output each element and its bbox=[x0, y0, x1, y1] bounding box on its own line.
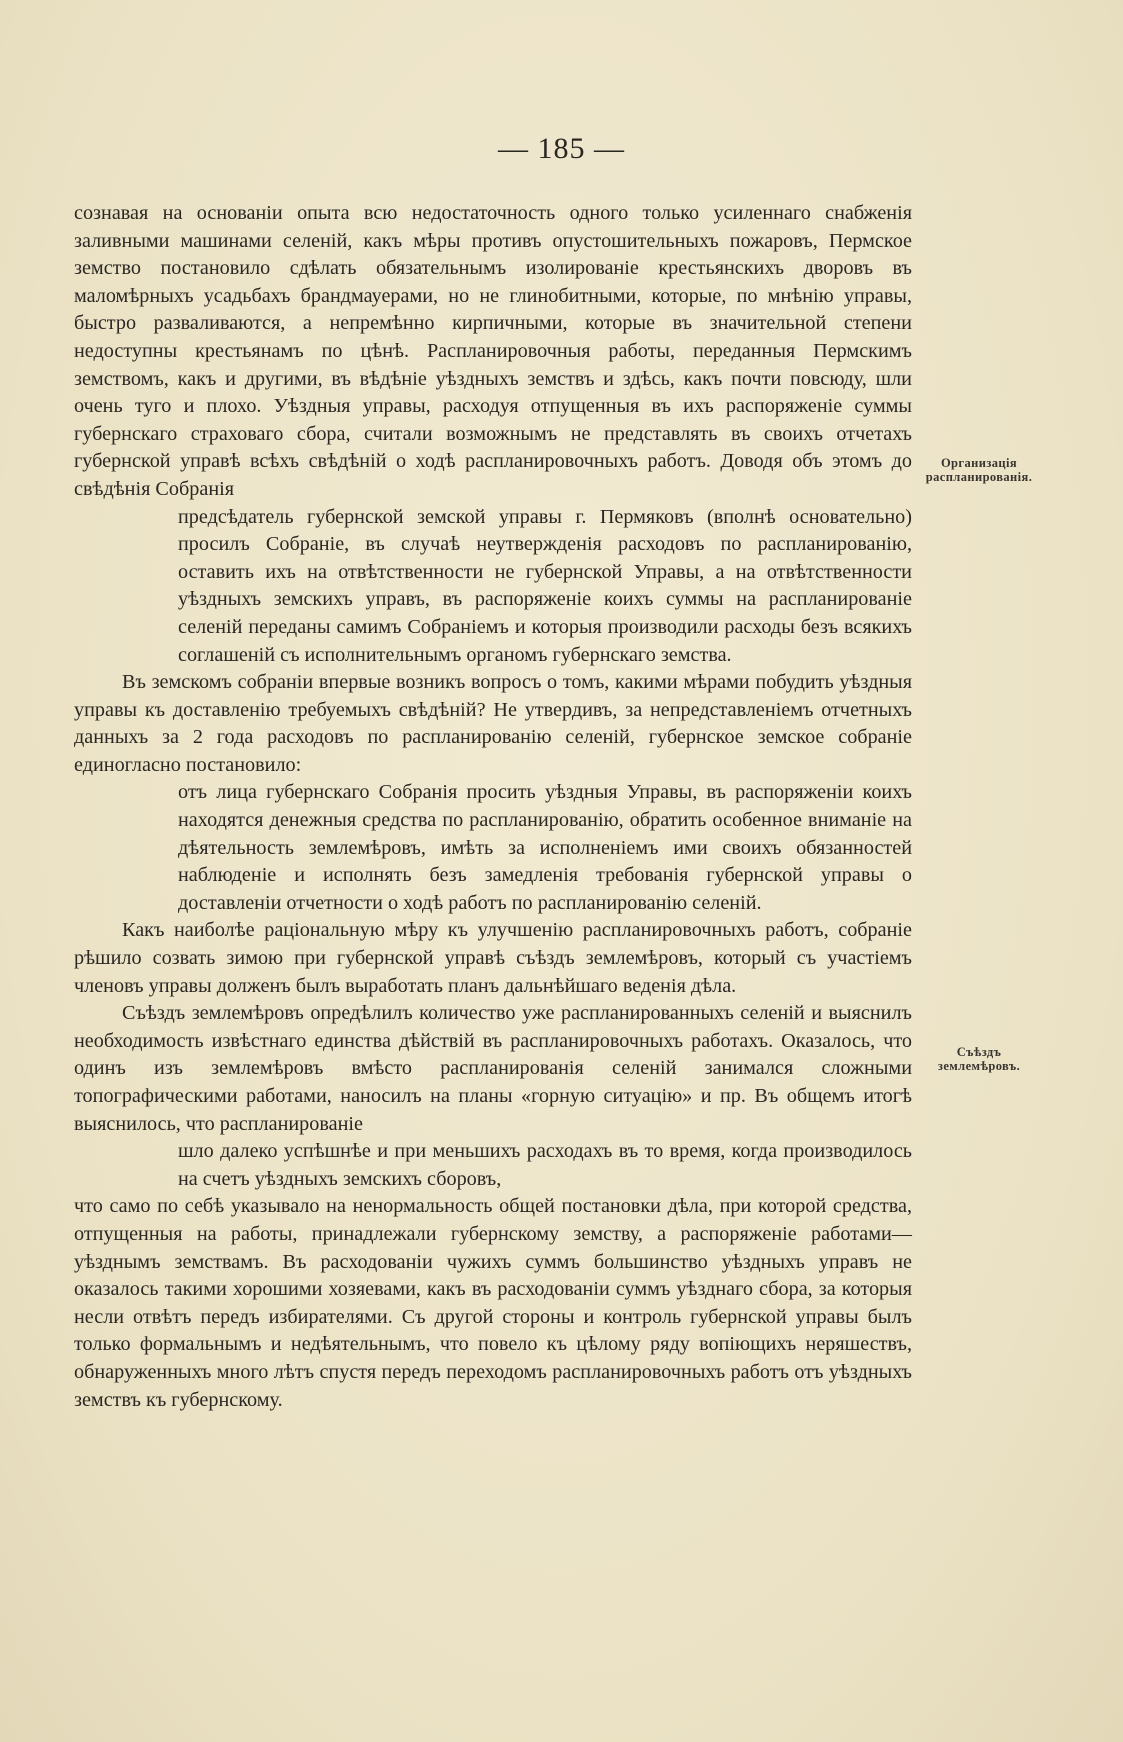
margin-note-surveyors-congress: Съѣздъ землемѣровъ. bbox=[937, 1045, 1021, 1073]
paragraph: Съѣздъ землемѣровъ опредѣлилъ количество уже распланированныхъ селеній и выяснилъ необходимость извѣстнаго единства дѣйствій въ распланировочныхъ работахъ. Оказалось, что одинъ изъ землемѣровъ вмѣсто распланированія селеній занимался сложными топографическими работами, наносилъ на планы «горную ситуацію» и пр. Въ общемъ итогѣ выяснилось, что распланированіе bbox=[74, 1002, 912, 1135]
paragraph: Въ земскомъ собраніи впервые возникъ вопросъ о томъ, какими мѣрами побудить уѣздныя управы къ доставленію требуемыхъ свѣдѣній? Не утвердивъ, за непредставленіемъ отчетныхъ данныхъ за 2 года расходовъ по распланированію селеній, губернское земское собраніе единогласно постановило: bbox=[74, 671, 912, 776]
page-number: — 185 — bbox=[498, 132, 625, 165]
quoted-paragraph: отъ лица губернскаго Собранія просить уѣздныя Управы, въ распоряженіи коихъ находятся денежныя средства по распланированію, обратить особенное вниманіе на дѣятельность землемѣровъ, имѣть за исполненіемъ ими своихъ обязанностей наблюденіе и исполнять безъ замедленія требованія губернской управы о доставленіи отчетности о ходѣ работъ по распланированію селеній. bbox=[178, 781, 912, 914]
paragraph: сознавая на основаніи опыта всю недостаточность одного только усиленнаго снабженія заливными машинами селеній, какъ мѣры противъ опустошительныхъ пожаровъ, Пермское земство постановило сдѣлать обязательнымъ изолированіе крестьянскихъ дворовъ въ маломѣрныхъ усадьбахъ брандмауерами, но не глинобитными, которые, по мнѣнію управы, быстро разваливаются, а непремѣнно кирпичными, которые въ значительной степени недоступны крестьянамъ по цѣнѣ. Распланировочныя работы, переданныя Пермскимъ земствомъ, какъ и другими, въ вѣдѣніе уѣздныхъ земствъ и здѣсь, какъ почти повсюду, шли очень туго и плохо. Уѣздныя управы, расходуя отпущенныя въ ихъ распоряженіе суммы губернскаго страховаго сбора, считали возможнымъ не представлять въ своихъ отчетахъ губернской управѣ всѣхъ свѣдѣній о ходѣ распланировочныхъ работъ. Доводя объ этомъ до свѣдѣнія Собранія bbox=[74, 202, 912, 500]
quoted-paragraph: шло далеко успѣшнѣе и при меньшихъ расходахъ въ то время, когда производилось на счетъ уѣздныхъ земскихъ сборовъ, bbox=[178, 1140, 912, 1190]
body-text bbox=[74, 200, 912, 1414]
paragraph: Какъ наиболѣе раціональную мѣру къ улучшенію распланировочныхъ работъ, собраніе рѣшило созвать зимою при губернской управѣ съѣздъ землемѣровъ, который съ участіемъ членовъ управы долженъ былъ выработать планъ дальнѣйшаго веденія дѣла. bbox=[74, 919, 912, 997]
paragraph: что само по себѣ указывало на ненормальность общей постановки дѣла, при которой средства, отпущенныя на работы, принадлежали губернскому земству, а распоряженіе работами—уѣзднымъ земствамъ. Въ расходованіи чужихъ суммъ большинство уѣздныхъ управъ не оказалось такими хорошими хозяевами, какъ въ расходованіи суммъ уѣзднаго сбора, за которыя несли отвѣтъ передъ избирателями. Съ другой стороны и контроль губернской управы былъ только формальнымъ и недѣятельнымъ, что повело къ цѣлому ряду вопіющихъ неряшествъ, обнаруженныхъ много лѣтъ спустя передъ переходомъ распланировочныхъ работъ отъ уѣздныхъ земствъ къ губернскому. bbox=[74, 1195, 912, 1411]
margin-note-organization: Организація распланированія. bbox=[925, 456, 1033, 484]
quoted-paragraph: предсѣдатель губернской земской управы г. Пермяковъ (вполнѣ основательно) просилъ Собраніе, въ случаѣ неутвержденія расходовъ по распланированію, оставить ихъ на отвѣтственности не губернской Управы, а на отвѣтственности уѣздныхъ земскихъ управъ, въ распоряженіе коихъ суммы на распланированіе селеній переданы самимъ Собраніемъ и которыя производили расходы безъ всякихъ соглашеній съ исполнительнымъ органомъ губернскаго земства. bbox=[178, 505, 912, 666]
